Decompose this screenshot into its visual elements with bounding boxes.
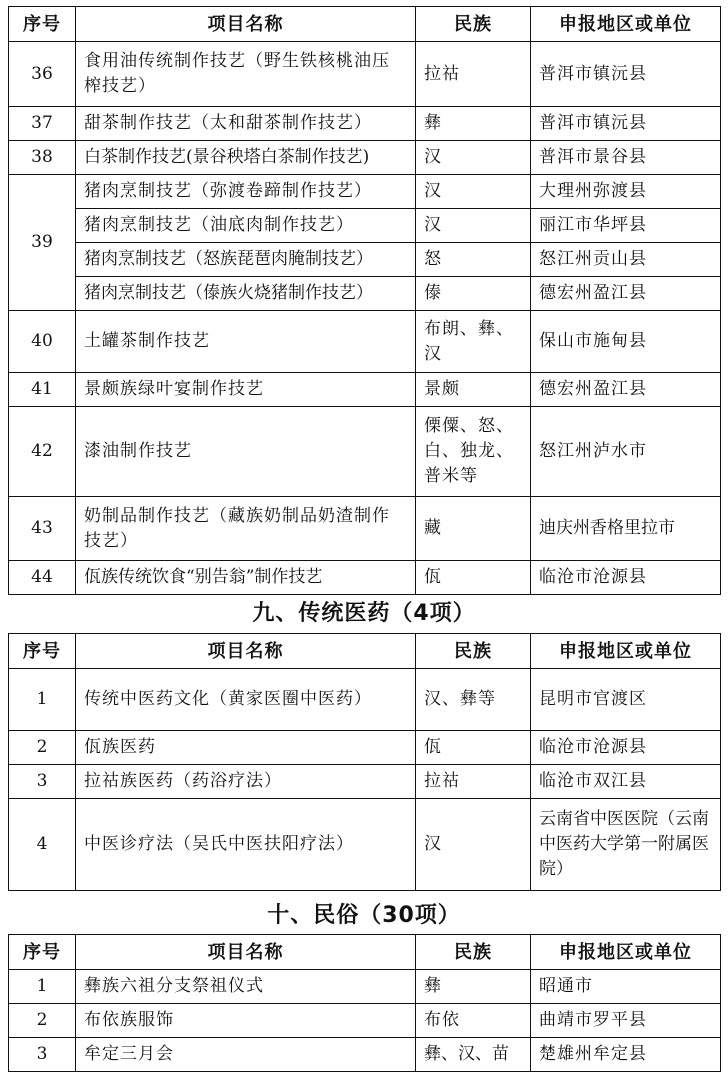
header-number: 序号	[9, 7, 76, 42]
table-row	[9, 561, 721, 595]
row-name: 景颇族绿叶宴制作技艺	[76, 373, 416, 407]
row-region: 怒江州贡山县	[531, 243, 721, 277]
row-ethnicity: 布朗、彝、汉	[416, 311, 531, 373]
row-name: 猪肉烹制技艺（怒族琵琶肉腌制技艺）	[76, 243, 416, 277]
table-row	[9, 141, 721, 175]
row-number: 41	[9, 373, 76, 407]
row-name: 猪肉烹制技艺（傣族火烧猪制作技艺）	[76, 277, 416, 311]
row-ethnicity: 藏	[416, 497, 531, 561]
row-region: 昭通市	[531, 970, 721, 1004]
row-name: 牟定三月会	[76, 1038, 416, 1072]
heritage-table-folk	[8, 934, 721, 1072]
row-region: 普洱市景谷县	[531, 141, 721, 175]
table-row	[9, 970, 721, 1004]
table-row	[9, 42, 721, 107]
row-number: 3	[9, 765, 76, 799]
row-name: 猪肉烹制技艺（油底肉制作技艺）	[76, 209, 416, 243]
header-name: 项目名称	[76, 7, 416, 42]
heritage-table-food	[8, 6, 721, 595]
header-number: 序号	[9, 935, 76, 970]
row-region: 怒江州泸水市	[531, 407, 721, 497]
row-name: 土罐茶制作技艺	[76, 311, 416, 373]
table-header-row	[9, 7, 721, 42]
row-number: 36	[9, 42, 76, 107]
row-region: 楚雄州牟定县	[531, 1038, 721, 1072]
table-row	[9, 497, 721, 561]
table-row	[9, 799, 721, 891]
row-number: 2	[9, 731, 76, 765]
row-region: 昆明市官渡区	[531, 669, 721, 731]
row-number: 38	[9, 141, 76, 175]
row-name: 白茶制作技艺(景谷秧塔白茶制作技艺)	[76, 141, 416, 175]
table-row	[9, 1038, 721, 1072]
header-name: 项目名称	[76, 935, 416, 970]
table-row	[9, 373, 721, 407]
row-ethnicity: 佤	[416, 731, 531, 765]
row-ethnicity: 彝	[416, 107, 531, 141]
table-row	[9, 765, 721, 799]
row-name: 漆油制作技艺	[76, 407, 416, 497]
header-number: 序号	[9, 634, 76, 669]
table-row	[9, 1004, 721, 1038]
row-ethnicity: 汉	[416, 799, 531, 891]
row-number: 2	[9, 1004, 76, 1038]
row-region: 普洱市镇沅县	[531, 42, 721, 107]
row-ethnicity: 佤	[416, 561, 531, 595]
row-ethnicity: 汉	[416, 141, 531, 175]
header-region: 申报地区或单位	[531, 935, 721, 970]
row-number: 44	[9, 561, 76, 595]
table-row	[9, 243, 721, 277]
row-name: 中医诊疗法（吴氏中医扶阳疗法）	[76, 799, 416, 891]
row-ethnicity: 傣	[416, 277, 531, 311]
table-row	[9, 107, 721, 141]
header-region: 申报地区或单位	[531, 634, 721, 669]
row-ethnicity: 景颇	[416, 373, 531, 407]
row-name: 布依族服饰	[76, 1004, 416, 1038]
table-row	[9, 407, 721, 497]
header-ethnicity: 民族	[416, 634, 531, 669]
row-number: 1	[9, 970, 76, 1004]
row-ethnicity: 彝、汉、苗	[416, 1038, 531, 1072]
row-region: 大理州弥渡县	[531, 175, 721, 209]
row-ethnicity: 傈僳、怒、白、独龙、普米等	[416, 407, 531, 497]
row-region: 迪庆州香格里拉市	[531, 497, 721, 561]
table-row	[9, 277, 721, 311]
table-header-row	[9, 935, 721, 970]
row-number: 3	[9, 1038, 76, 1072]
row-number: 43	[9, 497, 76, 561]
row-number: 1	[9, 669, 76, 731]
row-ethnicity: 汉	[416, 175, 531, 209]
header-name: 项目名称	[76, 634, 416, 669]
row-number: 4	[9, 799, 76, 891]
section-title-traditional-medicine: 九、传统医药（4项）	[252, 601, 476, 626]
row-ethnicity: 拉祜	[416, 765, 531, 799]
table-row	[9, 311, 721, 373]
heritage-table-medicine	[8, 633, 721, 891]
row-region: 普洱市镇沅县	[531, 107, 721, 141]
row-name: 佤族医药	[76, 731, 416, 765]
row-ethnicity: 拉祜	[416, 42, 531, 107]
section-title-folk-custom: 十、民俗（30项）	[267, 903, 461, 928]
table-row	[9, 175, 721, 209]
row-region: 保山市施甸县	[531, 311, 721, 373]
row-ethnicity: 彝	[416, 970, 531, 1004]
row-name: 拉祜族医药（药浴疗法）	[76, 765, 416, 799]
row-region: 曲靖市罗平县	[531, 1004, 721, 1038]
table-row	[9, 209, 721, 243]
table-row	[9, 731, 721, 765]
row-number: 40	[9, 311, 76, 373]
row-number: 42	[9, 407, 76, 497]
row-name: 奶制品制作技艺（藏族奶制品奶渣制作技艺）	[76, 497, 416, 561]
row-name: 甜茶制作技艺（太和甜茶制作技艺）	[76, 107, 416, 141]
row-number: 37	[9, 107, 76, 141]
row-name: 彝族六祖分支祭祖仪式	[76, 970, 416, 1004]
row-ethnicity: 汉、彝等	[416, 669, 531, 731]
table-header-row	[9, 634, 721, 669]
table-row	[9, 669, 721, 731]
row-ethnicity: 布依	[416, 1004, 531, 1038]
row-region: 临沧市沧源县	[531, 731, 721, 765]
row-name: 佤族传统饮食“别告翁”制作技艺	[76, 561, 416, 595]
header-region: 申报地区或单位	[531, 7, 721, 42]
row-region: 云南省中医医院（云南中医药大学第一附属医院）	[531, 799, 721, 891]
row-ethnicity: 怒	[416, 243, 531, 277]
row-region: 丽江市华坪县	[531, 209, 721, 243]
row-name: 传统中医药文化（黄家医圈中医药）	[76, 669, 416, 731]
row-region: 临沧市双江县	[531, 765, 721, 799]
row-region: 德宏州盈江县	[531, 277, 721, 311]
row-region: 临沧市沧源县	[531, 561, 721, 595]
row-number: 39	[9, 175, 76, 311]
header-ethnicity: 民族	[416, 7, 531, 42]
row-region: 德宏州盈江县	[531, 373, 721, 407]
header-ethnicity: 民族	[416, 935, 531, 970]
row-ethnicity: 汉	[416, 209, 531, 243]
row-name: 猪肉烹制技艺（弥渡卷蹄制作技艺）	[76, 175, 416, 209]
row-name: 食用油传统制作技艺（野生铁核桃油压榨技艺）	[76, 42, 416, 107]
